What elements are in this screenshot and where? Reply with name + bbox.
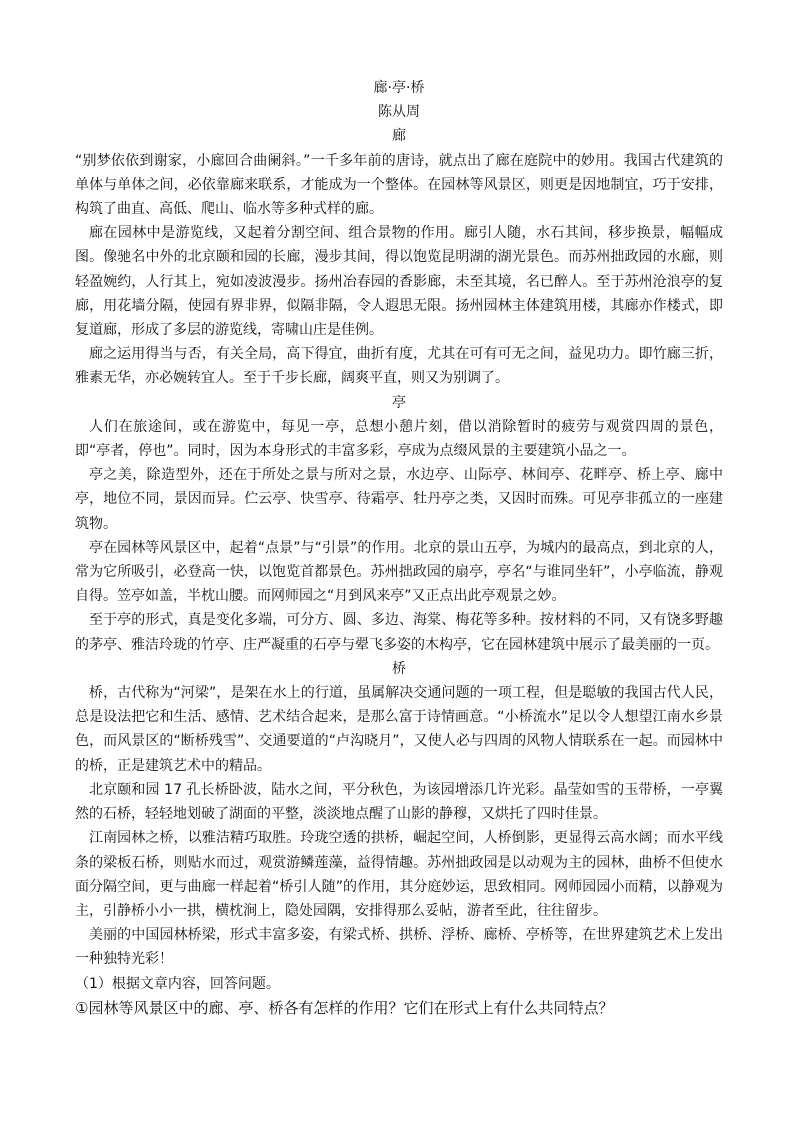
paragraph: 亭之美，除造型外，还在于所处之景与所对之景，水边亭、山际亭、林间亭、花畔亭、桥上亭、廊中亭，地位不同，景因而异。伫云亭、快雪亭、待霜亭、牡丹亭之类，又因时而殊。可见亭非孤立的一座建筑物。: [75, 467, 723, 532]
article-author: 陈从周: [378, 104, 420, 121]
question-prompt: （1）根据文章内容，回答问题。: [75, 975, 280, 992]
document-page: [75, 76, 723, 1020]
paragraph: 北京颐和园 17 孔长桥卧波，陆水之间，平分秋色，为该园增添几许光彩。晶莹如雪的玉带桥，一亭翼然的石桥，轻轻地划破了湖面的平整，淡淡地点醒了山影的静穆，又烘托了四时佳景。: [75, 781, 723, 823]
paragraph: “别梦依依到谢家，小廊回合曲阑斜。”一千多年前的唐诗，就点出了廊在庭院中的妙用。我国古代建筑的单体与单体之间，必依靠廊来联系，才能成为一个整体。在园林等风景区，则更是因地制宜，巧于安排，构筑了曲直、高低、爬山、临水等多种式样的廊。: [75, 152, 723, 218]
paragraph: 桥，古代称为“河梁”，是架在水上的行道，虽属解决交通问题的一项工程，但是聪敏的我国古代人民，总是设法把它和生活、感情、艺术结合起来，是那么富于诗情画意。“小桥流水”足以令人想望江南水乡景色，而风景区的“断桥残雪”、交通要道的“卢沟晓月”，又使人必与四周的风物人情联系在一起。而园林中的桥，正是建筑艺术中的精品。: [75, 685, 723, 774]
paragraph: 美丽的中国园林桥梁，形式丰富多姿，有梁式桥、拱桥、浮桥、廊桥、亭桥等，在世界建筑艺术上发出一种独特光彩！: [75, 927, 723, 968]
paragraph: 廊之运用得当与否，有关全局，高下得宜，曲折有度，尤其在可有可无之间，益见功力。即竹廊三折，雅素无华，亦必婉转宜人。至于千步长廊，阔爽平直，则又为别调了。: [75, 346, 723, 387]
question-item: ①园林等风景区中的廊、亭、桥各有怎样的作用？它们在形式上有什么共同特点？: [75, 998, 614, 1017]
section-heading-qiao: 桥: [392, 660, 406, 677]
paragraph: 至于亭的形式，真是变化多端，可分方、圆、多边、海棠、梅花等多种。按材料的不同，又有饶多野趣的茅亭、雅洁玲珑的竹亭、庄严凝重的石亭与翚飞多姿的木构亭，它在园林建筑中展示了最美丽的一页。: [75, 612, 723, 653]
paragraph: 江南园林之桥，以雅洁精巧取胜。玲珑空透的拱桥，崛起空间，人桥倒影，更显得云高水阔；而水平线条的梁板石桥，则贴水而过，观赏游鳞莲藻，益得情趣。苏州拙政园是以动观为主的园林，曲桥不但使水面分隔空间，更与曲廊一样起着“桥引人随”的作用，其分庭妙运，思致相同。网师园园小而精，以静观为主，引静桥小小一拱，横枕涧上，隐处园隅，安排得那么妥帖，游者至此，往往留步。: [75, 830, 723, 919]
paragraph: 人们在旅途间，或在游览中，每见一亭，总想小憩片刻，借以消除暂时的疲劳与观赏四周的景色，即“亭者，停也”。同时，因为本身形式的丰富多彩，亭成为点缀风景的主要建筑小品之一。: [75, 418, 723, 460]
section-heading-lang: 廊: [392, 128, 406, 145]
section-heading-ting: 亭: [392, 394, 406, 411]
paragraph: 廊在园林中是游览线，又起着分割空间、组合景物的作用。廊引人随，水石其间，移步换景，幅幅成图。像驰名中外的北京颐和园的长廊，漫步其间，得以饱览昆明湖的湖光景色。而苏州拙政园的水廊，则轻盈婉约，人行其上，宛如凌波漫步。扬州冶春园的香影廊，未至其境，名已醉人。至于苏州沧浪亭的复廊，用花墙分隔，使园有界非界，似隔非隔，令人遐思无限。扬州园林主体建筑用楼，其廊亦作楼式，即复道廊，形成了多层的游览线，寄啸山庄是佳例。: [75, 225, 723, 339]
article-title: 廊·亭·桥: [373, 80, 425, 96]
paragraph: 亭在园林等风景区中，起着“点景”与“引景”的作用。北京的景山五亭，为城内的最高点，到北京的人，常为它所吸引，必登高一快，以饱览首都景色。苏州拙政园的扇亭，亭名“与谁同坐轩”，小亭临流，静观自得。笠亭如盖，半枕山腰。而网师园之“月到风来亭”又正点出此亭观景之妙。: [75, 539, 723, 605]
